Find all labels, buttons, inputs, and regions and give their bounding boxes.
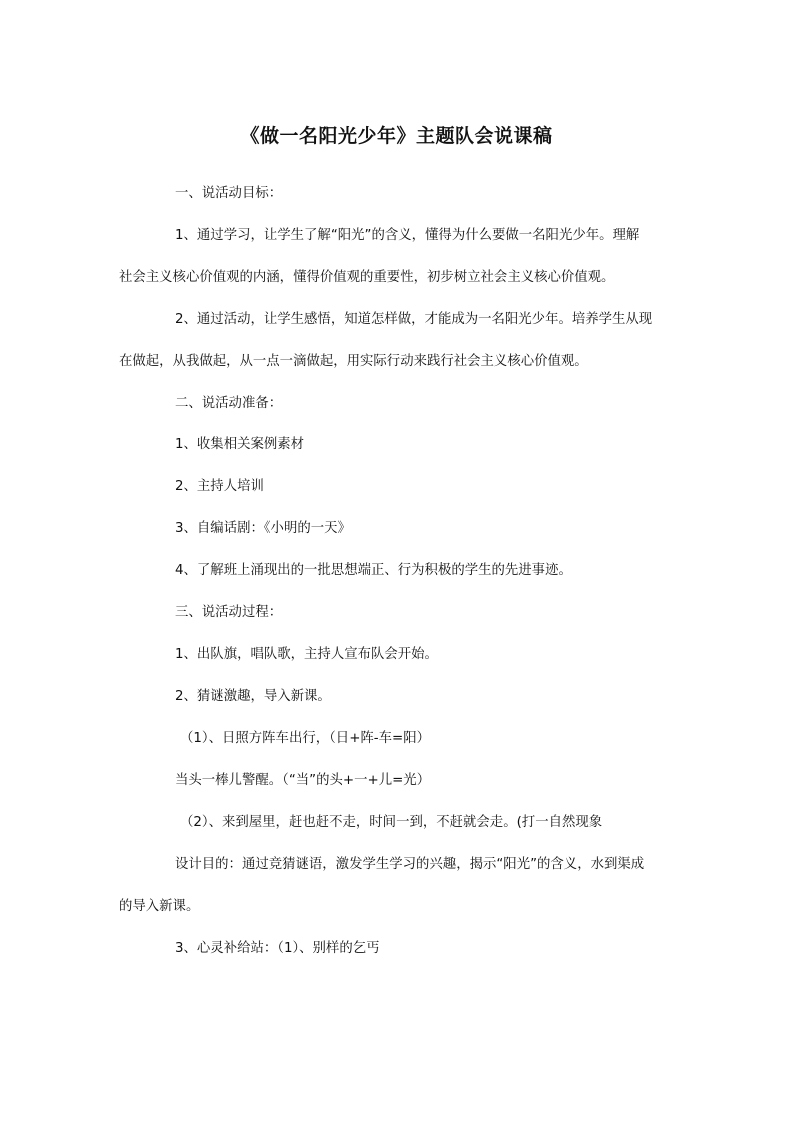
- paragraph-line: 在做起，从我做起，从一点一滴做起，用实际行动来践行社会主义核心价值观。: [119, 354, 588, 369]
- document-title: 《做一名阳光少年》主题队会说课稿: [240, 125, 553, 147]
- riddle-line: （2）、来到屋里，赶也赶不走，时间一到，不赶就会走。(打一自然现象: [180, 815, 603, 830]
- list-item: 2、猜谜激趣，导入新课。: [175, 689, 331, 704]
- riddle-line: （1）、日照方阵车出行，（日+阵-车=阳）: [180, 731, 431, 746]
- list-item: 3、自编话剧：《小明的一天》: [175, 521, 351, 536]
- paragraph-line: 1、通过学习，让学生了解“阳光”的含义，懂得为什么要做一名阳光少年。理解: [175, 228, 640, 243]
- riddle-line: 当头一棒儿警醒。（“当”的头+一+儿=光）: [175, 773, 431, 788]
- paragraph-line: 设计目的：通过竞猜谜语，激发学生学习的兴趣，揭示“阳光”的含义，水到渠成: [175, 857, 645, 872]
- section-heading-goals: 一、说活动目标：: [175, 186, 283, 201]
- paragraph-line: 2、通过活动，让学生感悟，知道怎样做，才能成为一名阳光少年。培养学生从现: [175, 312, 653, 327]
- list-item: 1、出队旗，唱队歌，主持人宣布队会开始。: [175, 647, 438, 662]
- list-item: 3、心灵补给站：（1）、别样的乞丐: [175, 941, 380, 956]
- section-heading-preparation: 二、说活动准备：: [175, 396, 283, 411]
- list-item: 2、主持人培训: [175, 479, 264, 494]
- section-heading-process: 三、说活动过程：: [175, 605, 283, 620]
- list-item: 1、收集相关案例素材: [175, 437, 305, 452]
- paragraph-line: 的导入新课。: [119, 899, 200, 914]
- paragraph-line: 社会主义核心价值观的内涵，懂得价值观的重要性，初步树立社会主义核心价值观。: [119, 270, 615, 285]
- list-item: 4、了解班上涌现出的一批思想端正、行为积极的学生的先进事迹。: [175, 563, 572, 578]
